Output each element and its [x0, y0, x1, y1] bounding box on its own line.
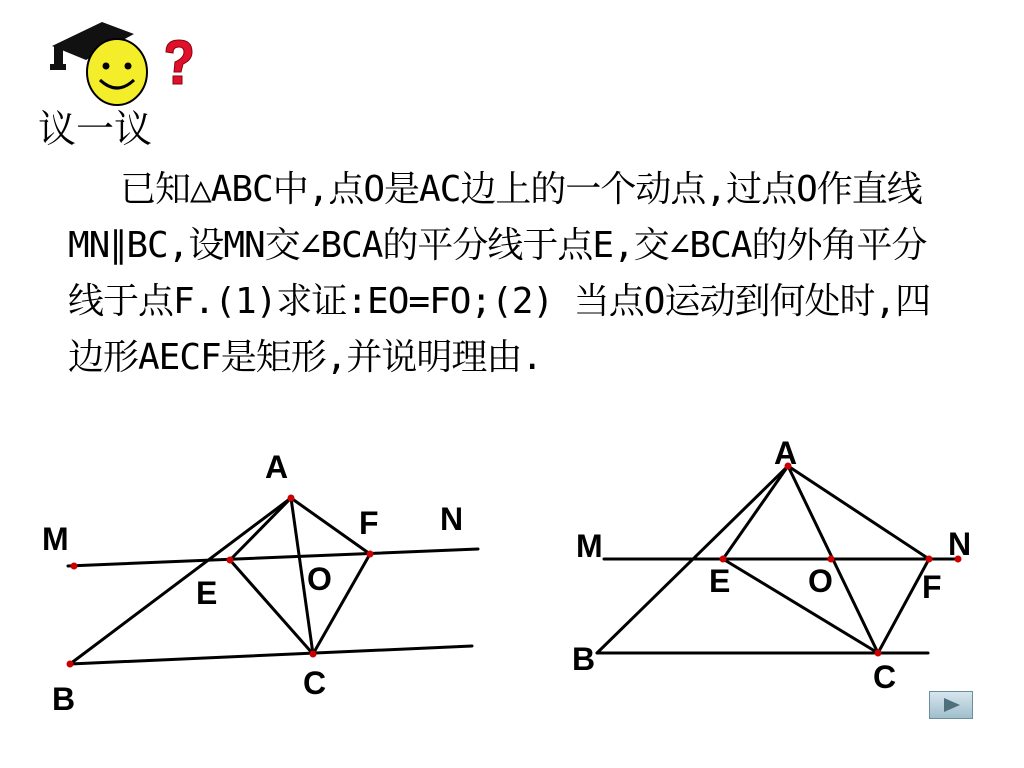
label-f: F [359, 505, 379, 541]
segment-ab [70, 498, 291, 664]
point-e [227, 557, 234, 564]
label-b: B [52, 681, 76, 717]
label-o: O [307, 561, 332, 597]
segment-ae [230, 498, 291, 560]
next-slide-button[interactable] [929, 691, 973, 719]
line-bc [70, 646, 472, 664]
figure-1-labels [42, 449, 463, 717]
line-mn [68, 549, 478, 566]
figure-2-labels [572, 435, 971, 695]
point-o [828, 556, 835, 563]
label-b: B [572, 641, 596, 677]
segment-ae [723, 466, 788, 559]
geometry-figures [0, 430, 1024, 768]
point-f [367, 551, 374, 558]
label-m: M [42, 521, 69, 557]
label-e: E [709, 563, 731, 599]
label-c: C [873, 659, 897, 695]
problem-text: 已知△ABC中,点O是AC边上的一个动点,过点O作直线MN∥BC,设MN交∠BCA的平分线于点E,交∠BCA的外角平分线于点F.(1)求证:EO=FO;(2) 当点O运动到何处时,四边形AECF是矩形,并说明理由. [68, 169, 931, 378]
point-m [71, 563, 78, 570]
slide-heading: 议一议 [38, 107, 153, 151]
point-e [720, 556, 727, 563]
label-m: M [576, 528, 603, 564]
label-n: N [948, 526, 972, 562]
label-o: O [808, 563, 833, 599]
point-b [67, 661, 74, 668]
question-mark-icon [166, 40, 192, 84]
point-f [926, 556, 933, 563]
label-n: N [440, 501, 464, 537]
point-a [288, 495, 295, 502]
label-a: A [265, 449, 289, 485]
play-next-icon [944, 698, 960, 712]
label-e: E [196, 575, 218, 611]
figure-1 [68, 498, 478, 664]
point-c [310, 651, 317, 658]
smiley-graduate-icon [42, 8, 212, 108]
figure-2 [597, 466, 958, 653]
label-c: C [303, 665, 327, 701]
label-a: A [774, 435, 798, 471]
point-c [875, 650, 882, 657]
label-f: F [922, 569, 942, 605]
